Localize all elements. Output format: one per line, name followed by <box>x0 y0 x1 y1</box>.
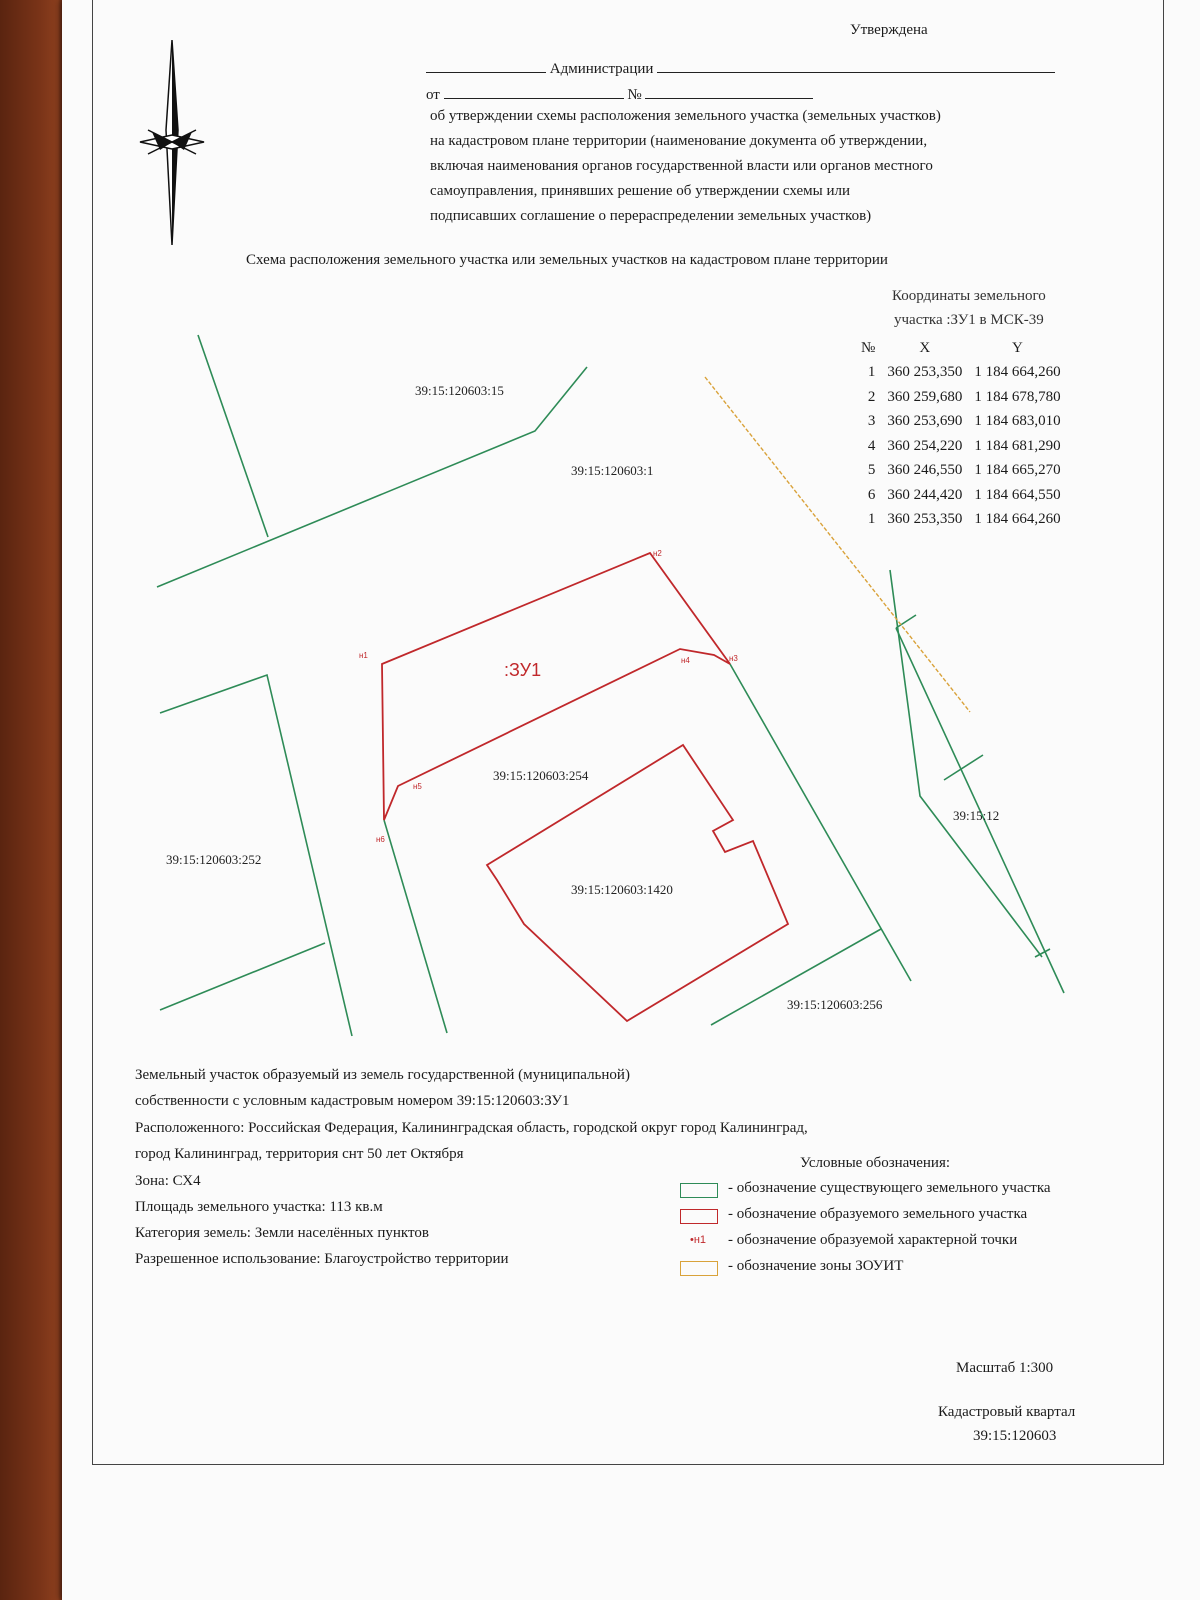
row-number: 2 <box>867 388 876 405</box>
coordinates-title-line-2: участка :ЗУ1 в МСК-39 <box>894 312 1044 328</box>
row-y: 1 184 683,010 <box>974 413 1061 430</box>
area-label: Площадь земельного участка: 113 кв.м <box>135 1199 383 1215</box>
row-y: 1 184 678,780 <box>974 388 1061 405</box>
point-label-n2: н2 <box>653 549 662 558</box>
row-y: 1 184 664,260 <box>974 364 1061 381</box>
row-y: 1 184 681,290 <box>974 437 1061 454</box>
decree-line-1: об утверждении схемы расположения земельного участка (земельных участков) <box>430 108 941 124</box>
legend-text-new: - обозначение образуемого земельного участка <box>728 1206 1028 1222</box>
zouit-boundary <box>705 377 970 712</box>
cadastral-quarter-label: Кадастровый квартал <box>938 1404 1076 1420</box>
zone-label: Зона: СХ4 <box>135 1173 201 1189</box>
point-label-n5: н5 <box>413 782 422 791</box>
row-number: 4 <box>867 437 876 454</box>
category-label: Категория земель: Земли населённых пунктов <box>135 1225 429 1241</box>
row-y: 1 184 665,270 <box>974 462 1061 479</box>
number-sign: № <box>627 87 642 103</box>
parcel-boundary <box>160 943 325 1010</box>
parcel-boundary <box>157 367 587 587</box>
schema-title: Схема расположения земельного участка или земельных участков на кадастровом плане территории <box>246 252 888 268</box>
legend-text-existing: - обозначение существующего земельного участка <box>728 1180 1051 1196</box>
legend-text-point: - обозначение образуемой характерной точки <box>728 1232 1018 1248</box>
row-y: 1 184 664,550 <box>974 486 1061 503</box>
row-x: 360 254,220 <box>887 437 963 454</box>
cadastral-quarter-number: 39:15:120603 <box>973 1428 1057 1444</box>
parcel-label-1420: 39:15:120603:1420 <box>571 882 673 897</box>
row-number: 6 <box>867 486 876 503</box>
legend-title: Условные обозначения: <box>800 1155 951 1171</box>
row-x: 360 246,550 <box>887 462 963 479</box>
row-number: 3 <box>867 413 876 430</box>
parcel-label-12: 39:15:12 <box>953 808 1000 823</box>
point-label-n3: н3 <box>729 654 738 663</box>
from-label: от <box>426 87 440 103</box>
parcel-boundary <box>384 820 447 1033</box>
point-label-n6: н6 <box>376 835 385 844</box>
parcel-boundary <box>890 570 1042 957</box>
administration-label: Администрации <box>549 61 654 77</box>
approved-label: Утверждена <box>850 22 928 38</box>
info-line-4: город Калининград, территория снт 50 лет Октября <box>135 1146 464 1162</box>
parcel-label-254: 39:15:120603:254 <box>493 768 589 783</box>
legend-text-zouit: - обозначение зоны ЗОУИТ <box>728 1258 904 1274</box>
row-x: 360 244,420 <box>887 486 963 503</box>
row-number: 1 <box>867 511 876 528</box>
row-number: 1 <box>867 364 876 381</box>
point-label-n1: н1 <box>359 651 368 660</box>
parcel-label-15: 39:15:120603:15 <box>415 383 504 398</box>
info-line-3: Расположенного: Российская Федерация, Калининградская область, городской округ город Калининград, <box>135 1120 808 1136</box>
info-line-2: собственности с условным кадастровым номером 39:15:120603:ЗУ1 <box>135 1093 570 1109</box>
row-x: 360 253,690 <box>887 413 963 430</box>
parcel-label-252: 39:15:120603:252 <box>166 852 262 867</box>
parcel-label-256: 39:15:120603:256 <box>787 997 883 1012</box>
decree-line-5: подписавших соглашение о перераспределении земельных участков) <box>430 208 872 224</box>
legend-swatch-existing <box>680 1183 718 1198</box>
parcel-label-1: 39:15:120603:1 <box>571 463 654 478</box>
coordinates-title-line-1: Координаты земельного <box>892 288 1046 304</box>
existing-parcels <box>157 335 1064 1036</box>
usage-label: Разрешенное использование: Благоустройство территории <box>135 1251 509 1267</box>
col-header-y: Y <box>1012 339 1023 356</box>
legend-swatch-zouit <box>680 1261 718 1276</box>
info-line-1: Земельный участок образуемый из земель государственной (муниципальной) <box>135 1067 630 1083</box>
parcel-label-zu1: :ЗУ1 <box>504 660 542 680</box>
row-x: 360 253,350 <box>887 364 963 381</box>
parcel-boundary <box>730 664 911 981</box>
col-header-x: X <box>919 339 931 356</box>
legend-swatch-new <box>680 1209 718 1224</box>
row-x: 360 259,680 <box>887 388 963 405</box>
row-y: 1 184 664,260 <box>974 511 1061 528</box>
row-x: 360 253,350 <box>887 511 963 528</box>
parcel-boundary <box>198 335 268 537</box>
decree-line-3: включая наименования органов государственной власти или органов местного <box>430 158 933 174</box>
point-label-n4: н4 <box>681 656 690 665</box>
decree-line-2: на кадастровом плане территории (наименование документа об утверждении, <box>430 133 928 149</box>
col-header-number: № <box>861 339 876 356</box>
row-number: 5 <box>867 462 876 479</box>
north-arrow-icon <box>140 40 204 245</box>
decree-line-4: самоуправления, принявших решение об утверждении схемы или <box>430 183 850 199</box>
legend-point-symbol: •н1 <box>690 1234 707 1246</box>
scale-label: Масштаб 1:300 <box>956 1360 1054 1376</box>
